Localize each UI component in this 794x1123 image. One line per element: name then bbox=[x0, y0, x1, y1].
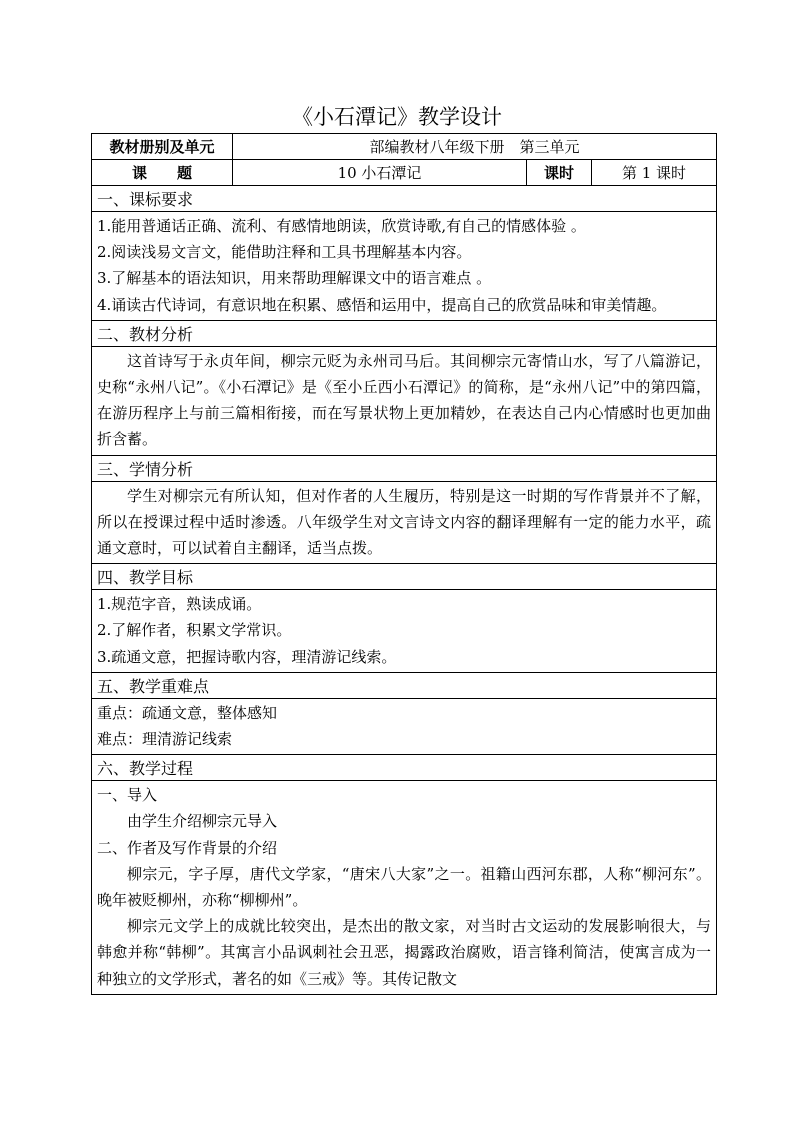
paragraph: 学生对柳宗元有所认知，但对作者的人生履历，特别是这一时期的写作背景并不了解，所以在授课过程中适时渗透。八年级学生对文言诗文内容的翻译理解有一定的能力水平，疏通文意时，可以试着自主翻译，适当点拨。 bbox=[97, 486, 711, 558]
section-heading-key-points: 五、教学重难点 bbox=[92, 672, 717, 698]
step-text: 由学生介绍柳宗元导入 bbox=[127, 812, 278, 831]
topic-label: 课 题 bbox=[92, 160, 233, 186]
paragraph: 柳宗元文学上的成就比较突出，是杰出的散文家，对当时古文运动的发展影响很大，与韩愈并称“韩柳”。其寓言小品讽刺社会丑恶，揭露政治腐败，语言锋利简洁，使寓言成为一种独立的文学形式，著名的如《三戒》等。其传记散文 bbox=[97, 917, 711, 988]
list-item: 2.阅读浅易文言文，能借助注释和工具书理解基本内容。 bbox=[97, 243, 472, 262]
teaching-objectives bbox=[92, 590, 717, 673]
teaching-process bbox=[92, 781, 717, 995]
list-item: 4.诵读古代诗词，有意识地在积累、感悟和运用中，提高自己的欣赏品味和审美情趣。 bbox=[97, 295, 667, 314]
list-item: 3.了解基本的语法知识，用来帮助理解课文中的语言难点 。 bbox=[97, 269, 492, 288]
paragraph: 这首诗写于永贞年间，柳宗元贬为永州司马后。其间柳宗元寄情山水，写了八篇游记，史称“永州八记”。《小石潭记》是《至小丘西小石潭记》的简称，是“永州八记”中的第四篇，在游历程序上与前三篇相衔接，而在写景状物上更加精妙，在表达自己内心情感时也更加曲折含蓄。 bbox=[97, 351, 711, 449]
unit-row bbox=[92, 134, 717, 160]
topic-value: 10 小石潭记 bbox=[233, 160, 527, 186]
section-heading-textbook: 二、教材分析 bbox=[92, 320, 717, 346]
textbook-analysis bbox=[92, 346, 717, 455]
section-heading-objectives: 四、教学目标 bbox=[92, 564, 717, 590]
section-heading-process: 六、教学过程 bbox=[92, 755, 717, 781]
student-analysis bbox=[92, 481, 717, 564]
section-heading-students: 三、学情分析 bbox=[92, 455, 717, 481]
unit-label: 教材册别及单元 bbox=[92, 134, 233, 160]
unit-value: 部编教材八年级下册 第三单元 bbox=[233, 134, 717, 160]
document-title: 《小石潭记》教学设计 bbox=[292, 105, 502, 129]
list-item: 1.规范字音，熟读成诵。 bbox=[97, 595, 262, 614]
key-points bbox=[92, 698, 717, 754]
list-item: 2.了解作者，积累文学常识。 bbox=[97, 621, 292, 640]
step-title: 一、导入 bbox=[97, 786, 158, 805]
paragraph: 柳宗元，字子厚，唐代文学家，“唐宋八大家”之一。祖籍山西河东郡，人称“柳河东”。晚年被贬柳州，亦称“柳柳州”。 bbox=[97, 864, 711, 910]
section-heading-curriculum: 一、课标要求 bbox=[92, 186, 717, 212]
curriculum-requirements bbox=[92, 212, 717, 321]
period-label: 课时 bbox=[527, 160, 592, 186]
lesson-plan-table bbox=[91, 133, 717, 995]
list-item: 1.能用普通话正确、流利、有感情地朗读，欣赏诗歌,有自己的情感体验 。 bbox=[97, 217, 586, 235]
list-item: 重点：疏通文意，整体感知 bbox=[97, 703, 278, 722]
period-value: 第 1 课时 bbox=[592, 160, 717, 186]
step-title: 二、作者及写作背景的介绍 bbox=[97, 838, 278, 857]
list-item: 3.疏通文意，把握诗歌内容，理清游记线索。 bbox=[97, 647, 397, 666]
topic-row bbox=[92, 160, 717, 186]
list-item: 难点：理清游记线索 bbox=[97, 730, 233, 749]
